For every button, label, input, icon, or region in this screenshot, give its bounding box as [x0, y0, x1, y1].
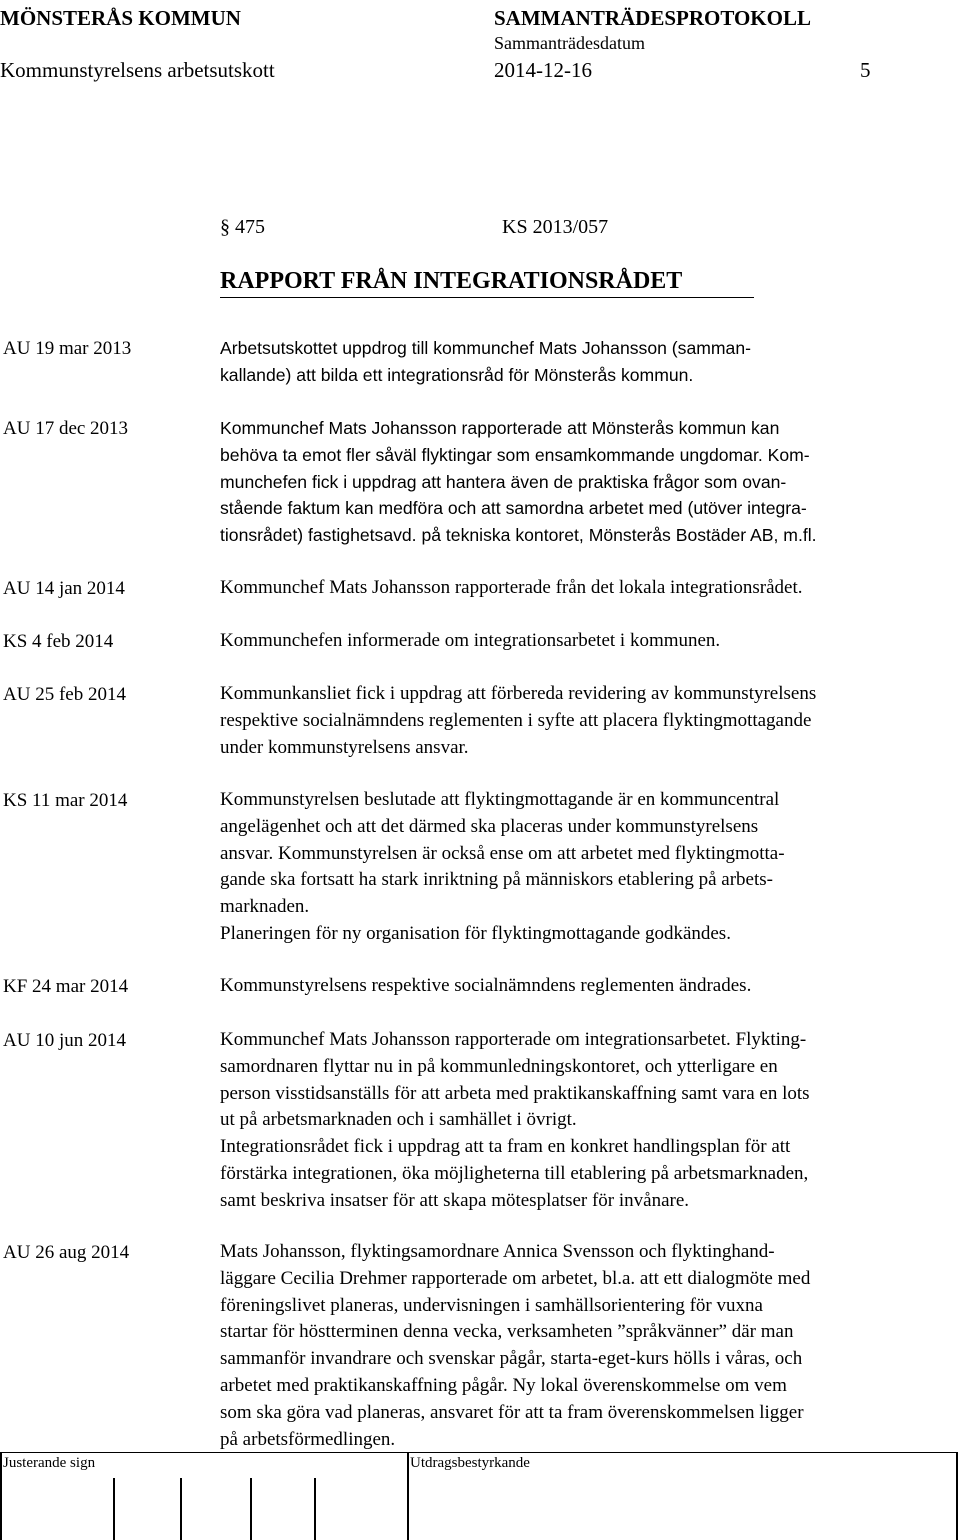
- text-line: som ska göra vad planeras, ansvaret för att ta fram överenskommelsen ligger: [220, 1401, 804, 1423]
- signature-box-border: [314, 1478, 316, 1540]
- text-line: Kommunchef Mats Johansson rapporterade om integrationsarbetet. Flykting-: [220, 1029, 807, 1050]
- entry-date: AU 10 jun 2014: [3, 1030, 126, 1051]
- entry-date: AU 26 aug 2014: [3, 1242, 130, 1263]
- entry-date: AU 17 dec 2013: [3, 418, 129, 439]
- meeting-date: 2014-12-16: [494, 58, 592, 82]
- case-reference: KS 2013/057: [502, 216, 609, 238]
- signature-box-border: [180, 1478, 182, 1540]
- footer-divider: [0, 1452, 958, 1453]
- signature-box-border: [113, 1478, 115, 1540]
- text-line: förstärka integrationen, öka möjligheterna till etablering på arbetsmarknaden,: [220, 1162, 809, 1184]
- entry-date: KF 24 mar 2014: [3, 976, 129, 997]
- entry-text: [220, 415, 942, 549]
- entry-text: [220, 973, 942, 1000]
- signature-box-border: [0, 1452, 2, 1540]
- text-line: Kommunchef Mats Johansson rapporterade från det lokala integrationsrådet.: [220, 577, 803, 598]
- text-line: sammanför invandrare och svenskar pågår, starta-eget-kurs hölls i våras, och: [220, 1348, 803, 1370]
- entry-text: [220, 1027, 942, 1215]
- page-number: 5: [860, 58, 871, 82]
- text-line: tionsrådet) fastighetsavd. på tekniska kontoret, Mönsterås Bostäder AB, m.fl.: [220, 525, 817, 546]
- signature-box-border: [250, 1478, 252, 1540]
- paragraph-number: § 475: [220, 216, 265, 238]
- text-line: stående faktum kan medföra och att samordna arbetet med (utöver integra-: [220, 498, 807, 519]
- text-line: läggare Cecilia Drehmer rapporterade om arbetet, bl.a. att ett dialogmöte med: [220, 1267, 811, 1289]
- signature-box-border: [407, 1452, 409, 1540]
- text-line: under kommunstyrelsens ansvar.: [220, 736, 469, 758]
- committee-name: Kommunstyrelsens arbetsutskott: [0, 58, 275, 82]
- text-line: startar för höstterminen denna vecka, verksamheten ”språkvänner” där man: [220, 1321, 794, 1343]
- text-line: angelägenhet och att det därmed ska placeras under kommunstyrelsens: [220, 815, 759, 837]
- entry-date: KS 4 feb 2014: [3, 631, 114, 652]
- text-line: samt beskriva insatser för att skapa mötesplatser för invånare.: [220, 1189, 690, 1211]
- text-line: ut på arbetsmarknaden och i samhället i övrigt.: [220, 1109, 577, 1131]
- text-line: Arbetsutskottet uppdrog till kommunchef Mats Johansson (samman-: [220, 338, 751, 358]
- entry-text: [220, 1239, 942, 1453]
- text-line: ansvar. Kommunstyrelsen är också ense om att arbetet med flyktingmotta-: [220, 842, 785, 864]
- text-line: Planeringen för ny organisation för flyktingmottagande godkändes.: [220, 922, 731, 944]
- text-line: kallande) att bilda ett integrationsråd för Mönsterås kommun.: [220, 364, 694, 385]
- entry-text: [220, 575, 942, 602]
- entry-date: AU 19 mar 2013: [3, 338, 132, 359]
- text-line: behöva ta emot fler såväl flyktingar som ensamkommande ungdomar. Kom-: [220, 444, 810, 465]
- protocol-type: SAMMANTRÄDESPROTOKOLL: [494, 6, 811, 30]
- text-line: Kommunkansliet fick i uppdrag att förbereda revidering av kommunstyrelsens: [220, 683, 817, 704]
- entry-date: KS 11 mar 2014: [3, 790, 128, 811]
- entry-text: [220, 787, 942, 948]
- text-line: marknaden.: [220, 896, 310, 918]
- text-line: person visstidsanställs för att arbeta med praktikanskaffning samt vara en lots: [220, 1082, 810, 1104]
- text-line: Integrationsrådet fick i uppdrag att ta fram en konkret handlingsplan för att: [220, 1136, 791, 1158]
- text-line: munchefen fick i uppdrag att hantera även de praktiska frågor som ovan-: [220, 471, 787, 492]
- text-line: Mats Johansson, flyktingsamordnare Annica Svensson och flyktinghand-: [220, 1241, 775, 1262]
- text-line: arbetet med praktikanskaffning pågår. Ny lokal överenskommelse om vem: [220, 1374, 787, 1396]
- entry-text: [220, 335, 942, 389]
- footer-right-label: Utdragsbestyrkande: [410, 1455, 530, 1471]
- text-line: Kommunstyrelsen beslutade att flyktingmottagande är en kommuncentral: [220, 789, 780, 810]
- footer-left-label: Justerande sign: [3, 1455, 96, 1471]
- text-line: Kommunchefen informerade om integrationsarbetet i kommunen.: [220, 630, 721, 651]
- municipality-name: MÖNSTERÅS KOMMUN: [0, 6, 241, 30]
- text-line: på arbetsförmedlingen.: [220, 1428, 396, 1450]
- entry-date: AU 25 feb 2014: [3, 684, 126, 705]
- date-label: Sammanträdesdatum: [494, 33, 645, 53]
- text-line: gande ska fortsatt ha stark inriktning på människors etablering på arbets-: [220, 869, 773, 891]
- entry-text: [220, 681, 942, 761]
- case-title: RAPPORT FRÅN INTEGRATIONSRÅDET: [220, 268, 754, 298]
- text-line: samordnaren flyttar nu in på kommunledningskontoret, och ytterligare en: [220, 1055, 778, 1077]
- signature-box-border: [956, 1452, 958, 1540]
- entry-text: [220, 628, 942, 655]
- text-line: föreningslivet planeras, undervisningen i samhällsorientering för vuxna: [220, 1294, 763, 1316]
- text-line: respektive socialnämndens reglementen i syfte att placera flyktingmottagande: [220, 709, 812, 731]
- text-line: Kommunchef Mats Johansson rapporterade att Mönsterås kommun kan: [220, 418, 780, 438]
- text-line: Kommunstyrelsens respektive socialnämndens reglementen ändrades.: [220, 975, 752, 996]
- entry-date: AU 14 jan 2014: [3, 578, 125, 599]
